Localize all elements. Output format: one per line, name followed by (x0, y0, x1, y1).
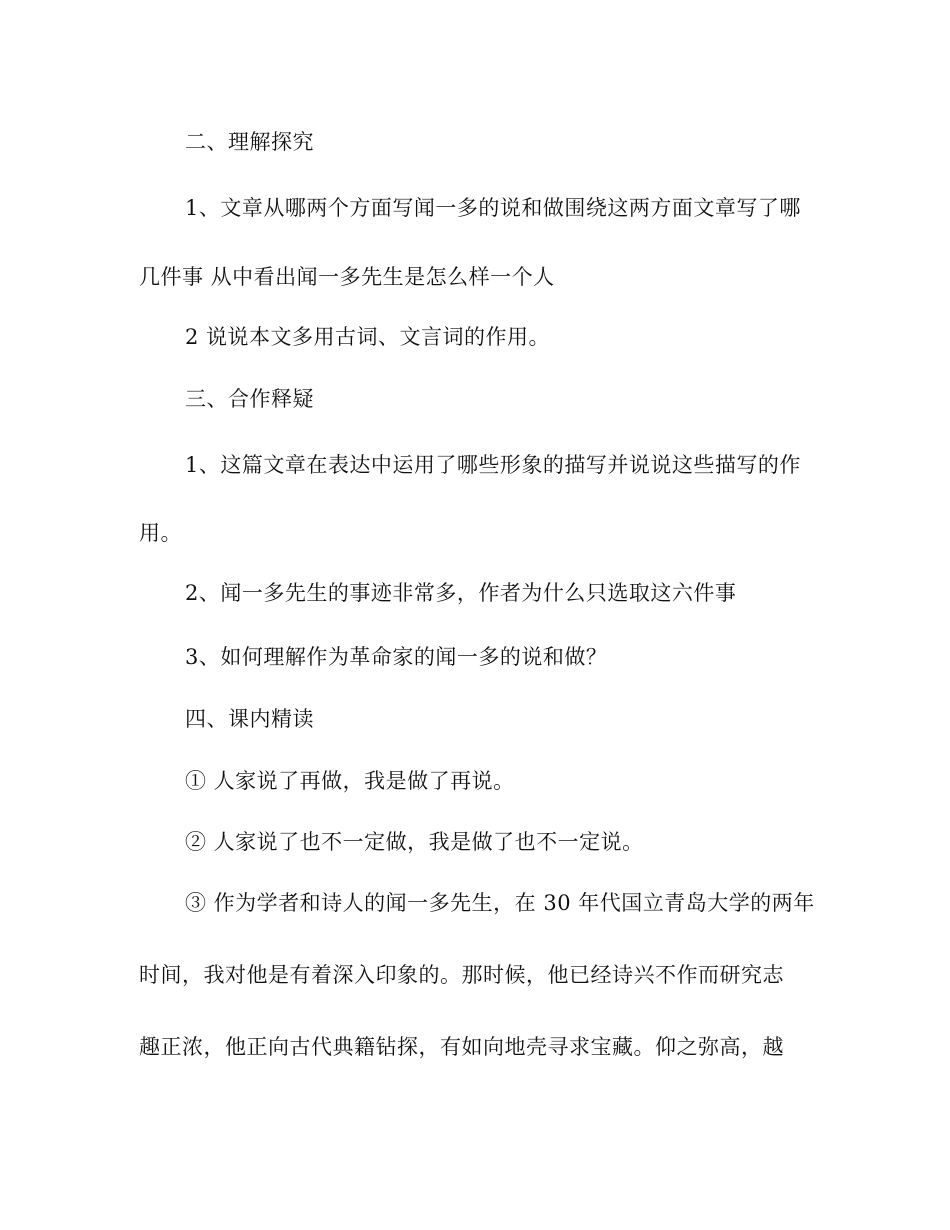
section-heading-understanding: 二、理解探究 (185, 130, 314, 154)
cooperation-question-1-line-2: 用。 (139, 521, 182, 545)
cooperation-question-3: 3、如何理解作为革命家的闻一多的说和做？ (185, 645, 608, 669)
question-1-line-2: 几件事 从中看出闻一多先生是怎么样一个人 (139, 265, 555, 289)
cooperation-question-1-line-1: 1、这篇文章在表达中运用了哪些形象的描写并说说这些描写的作 (185, 453, 801, 477)
reading-paragraph-2: ② 人家说了也不一定做，我是做了也不一定说。 (185, 830, 644, 854)
reading-paragraph-3-line-2: 时间，我对他是有着深入印象的。那时候，他已经诗兴不作而研究志 (139, 963, 784, 987)
section-heading-close-reading: 四、课内精读 (185, 707, 314, 731)
reading-paragraph-3-line-1: ③ 作为学者和诗人的闻一多先生，在 30 年代国立青岛大学的两年 (185, 891, 815, 915)
cooperation-question-2: 2、闻一多先生的事迹非常多，作者为什么只选取这六件事 (185, 581, 737, 605)
question-1-line-1: 1、文章从哪两个方面写闻一多的说和做围绕这两方面文章写了哪 (185, 196, 801, 220)
section-heading-cooperation: 三、合作释疑 (185, 387, 314, 411)
reading-paragraph-1: ① 人家说了再做，我是做了再说。 (185, 769, 515, 793)
reading-paragraph-3-line-3: 趣正浓，他正向古代典籍钻探，有如向地壳寻求宝藏。仰之弥高，越 (139, 1035, 784, 1059)
question-2: 2 说说本文多用古词、文言词的作用。 (185, 325, 551, 349)
